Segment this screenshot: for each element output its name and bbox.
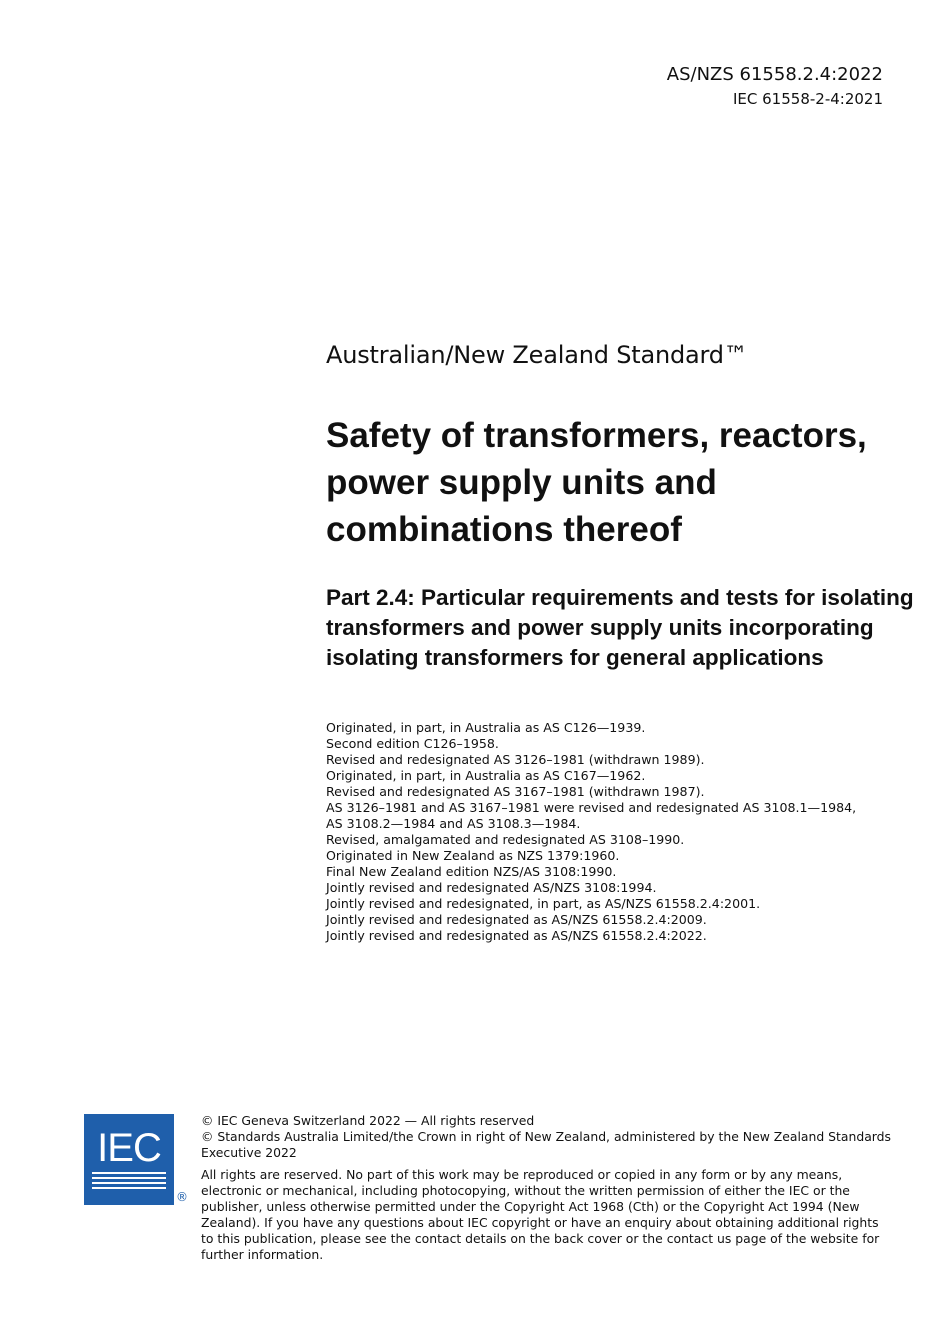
copyright-standards-australia: © Standards Australia Limited/the Crown in right of New Zealand, administered by the New Zealand Standards Executive 2022 (201, 1129, 891, 1160)
iec-logo-text: IEC (97, 1126, 161, 1170)
publication-history (326, 720, 886, 944)
history-line: Revised and redesignated AS 3126–1981 (withdrawn 1989). (326, 752, 705, 767)
iec-standard-number: IEC 61558-2-4:2021 (733, 90, 883, 108)
history-line: AS 3126–1981 and AS 3167–1981 were revised and redesignated AS 3108.1—1984, (326, 800, 857, 815)
history-line: Originated, in part, in Australia as AS C126—1939. (326, 720, 646, 735)
copyright-iec: © IEC Geneva Switzerland 2022 — All rights reserved (201, 1113, 535, 1128)
copyright-block (201, 1113, 891, 1161)
history-line: Jointly revised and redesignated as AS/NZS 61558.2.4:2022. (326, 928, 707, 943)
standard-number: AS/NZS 61558.2.4:2022 (666, 64, 883, 85)
history-line: Revised, amalgamated and redesignated AS 3108–1990. (326, 832, 685, 847)
history-line: Final New Zealand edition NZS/AS 3108:1990. (326, 864, 617, 879)
history-line: Jointly revised and redesignated, in part, as AS/NZS 61558.2.4:2001. (326, 896, 761, 911)
history-line: Second edition C126–1958. (326, 736, 499, 751)
history-line: AS 3108.2—1984 and AS 3108.3—1984. (326, 816, 581, 831)
history-line: Revised and redesignated AS 3167–1981 (withdrawn 1987). (326, 784, 705, 799)
registered-mark: ® (176, 1190, 188, 1204)
document-subtitle: Part 2.4: Particular requirements and tests for isolating transformers and power supply units incorporating isolating transformers for general applications (326, 585, 914, 670)
iec-logo-icon (84, 1114, 174, 1205)
iec-logo-stripes (92, 1172, 166, 1192)
history-line: Jointly revised and redesignated AS/NZS 3108:1994. (326, 880, 657, 895)
rights-notice: All rights are reserved. No part of this work may be reproduced or copied in any form or by any means, electronic or mechanical, including photocopying, without the written permission of either the IEC or the publisher, unless otherwise permitted under the Copyright Act 1968 (Cth) or the Copyright Act 1994 (New Zealand). If you have any questions about IEC copyright or have an enquiry about obtaining additional rights to this publication, please see the contact details on the back cover or the contact us page of the website for further information. (201, 1167, 880, 1262)
standard-type: Australian/New Zealand Standard™ (326, 341, 748, 369)
history-line: Originated in New Zealand as NZS 1379:1960. (326, 848, 620, 863)
document-title: Safety of transformers, reactors, power supply units and combinations thereof (326, 416, 867, 549)
history-line: Jointly revised and redesignated as AS/NZS 61558.2.4:2009. (326, 912, 707, 927)
history-line: Originated, in part, in Australia as AS C167—1962. (326, 768, 646, 783)
